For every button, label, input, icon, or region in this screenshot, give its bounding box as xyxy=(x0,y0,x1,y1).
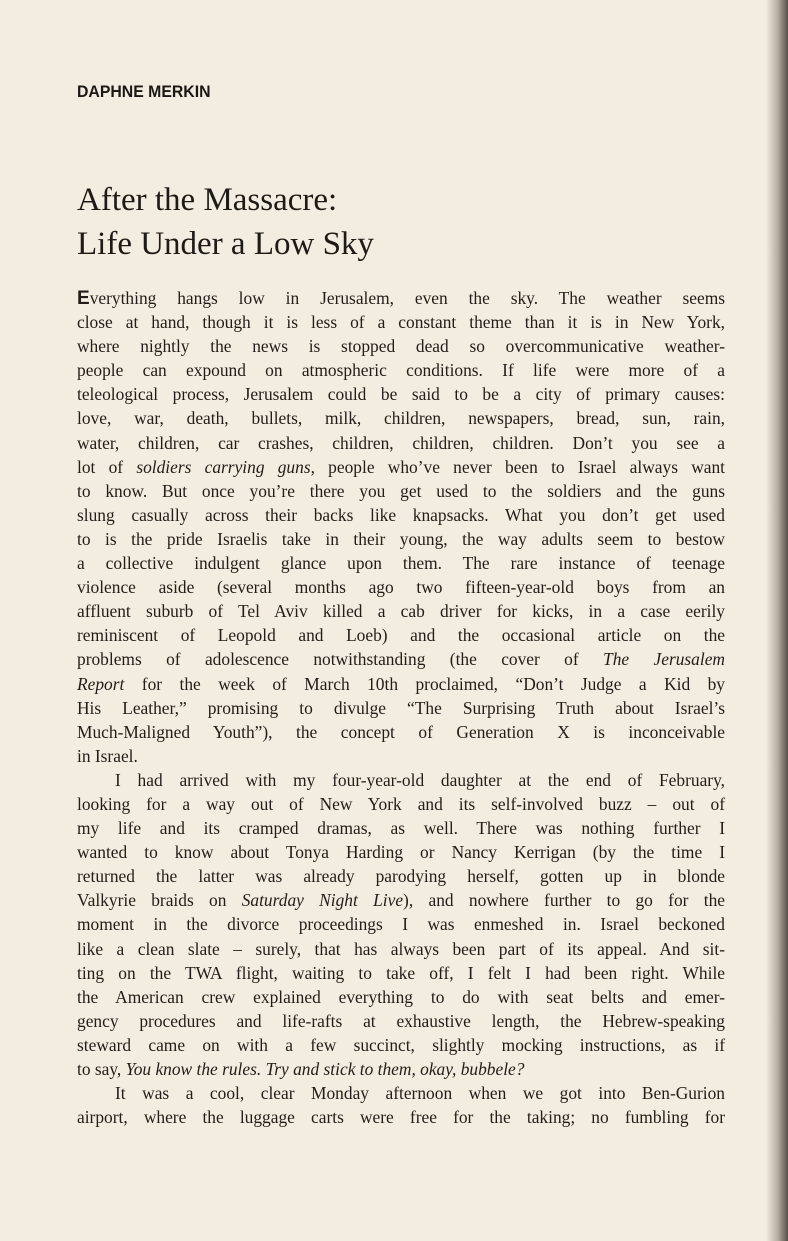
text-line: steward came on with a few succinct, slightly mocking instructions, as if xyxy=(77,1034,725,1055)
text-line: Much-Maligned Youth”), the concept of Generation X is inconceivable xyxy=(77,721,725,742)
text-line: His Leather,” promising to divulge “The Surprising Truth about Israel’s xyxy=(77,697,725,718)
text-line: reminiscent of Leopold and Loeb) and the occasional article on the xyxy=(77,625,725,646)
text-line: lot of soldiers carrying guns, people who’ve never been to Israel always want xyxy=(77,456,725,477)
text-line: gency procedures and life-rafts at exhaustive length, the Hebrew-speaking xyxy=(77,1010,725,1031)
text-line: problems of adolescence notwithstanding (the cover of The Jerusalem xyxy=(77,649,725,670)
text-line: love, war, death, bullets, milk, children, newspapers, bread, sun, rain, xyxy=(77,408,725,429)
title-line: After the Massacre: xyxy=(77,182,338,218)
text-line: It was a cool, clear Monday afternoon when we got into Ben-Gurion xyxy=(115,1083,725,1104)
text-line: ting on the TWA flight, waiting to take off, I felt I had been right. While xyxy=(77,962,725,983)
title-line: Life Under a Low Sky xyxy=(77,226,374,262)
text-line: to know. But once you’re there you get used to the soldiers and the guns xyxy=(77,480,725,501)
text-line: to is the pride Israelis take in their young, the way adults seem to bestow xyxy=(77,528,725,549)
text-line: airport, where the luggage carts were free for the taking; no fumbling for xyxy=(77,1107,725,1128)
text-line: like a clean slate – surely, that has always been part of its appeal. And sit- xyxy=(77,938,725,959)
text-line: violence aside (several months ago two fifteen-year-old boys from an xyxy=(77,577,725,598)
text-line: affluent suburb of Tel Aviv killed a cab driver for kicks, in a case eerily xyxy=(77,601,725,622)
text-line: I had arrived with my four-year-old daughter at the end of February, xyxy=(115,769,725,790)
text-line: Valkyrie braids on Saturday Night Live), and nowhere further to go for the xyxy=(77,890,725,911)
article-body xyxy=(77,286,725,1129)
text-line: to say, You know the rules. Try and stick to them, okay, bubbele? xyxy=(77,1059,525,1079)
text-line: where nightly the news is stopped dead so overcommunicative weather- xyxy=(77,336,725,357)
text-line: wanted to know about Tonya Harding or Nancy Kerrigan (by the time I xyxy=(77,842,725,863)
text-line: close at hand, though it is less of a constant theme than it is in New York, xyxy=(77,312,725,333)
text-line: teleological process, Jerusalem could be said to be a city of primary causes: xyxy=(77,384,725,405)
book-spine-shadow xyxy=(766,0,788,1241)
text-line: water, children, car crashes, children, children, children. Don’t you see a xyxy=(77,432,725,453)
author-name: DAPHNE MERKIN xyxy=(77,82,211,101)
text-line: my life and its cramped dramas, as well. There was nothing further I xyxy=(77,818,725,839)
text-line: in Israel. xyxy=(77,745,138,766)
text-line: Everything hangs low in Jerusalem, even the sky. The weather seems xyxy=(77,288,725,309)
text-line: the American crew explained everything to do with seat belts and emer- xyxy=(77,986,725,1007)
text-line: slung casually across their backs like knapsacks. What you don’t get used xyxy=(77,504,725,525)
article-title xyxy=(77,178,374,266)
text-line: returned the latter was already parodying herself, gotten up in blonde xyxy=(77,866,725,887)
text-line: people can expound on atmospheric conditions. If life were more of a xyxy=(77,360,725,381)
text-line: looking for a way out of New York and its self-involved buzz – out of xyxy=(77,793,725,814)
text-line: a collective indulgent glance upon them. The rare instance of teenage xyxy=(77,553,725,574)
text-line: Report for the week of March 10th proclaimed, “Don’t Judge a Kid by xyxy=(77,673,725,694)
drop-cap: E xyxy=(77,288,90,309)
text-line: moment in the divorce proceedings I was enmeshed in. Israel beckoned xyxy=(77,914,725,935)
